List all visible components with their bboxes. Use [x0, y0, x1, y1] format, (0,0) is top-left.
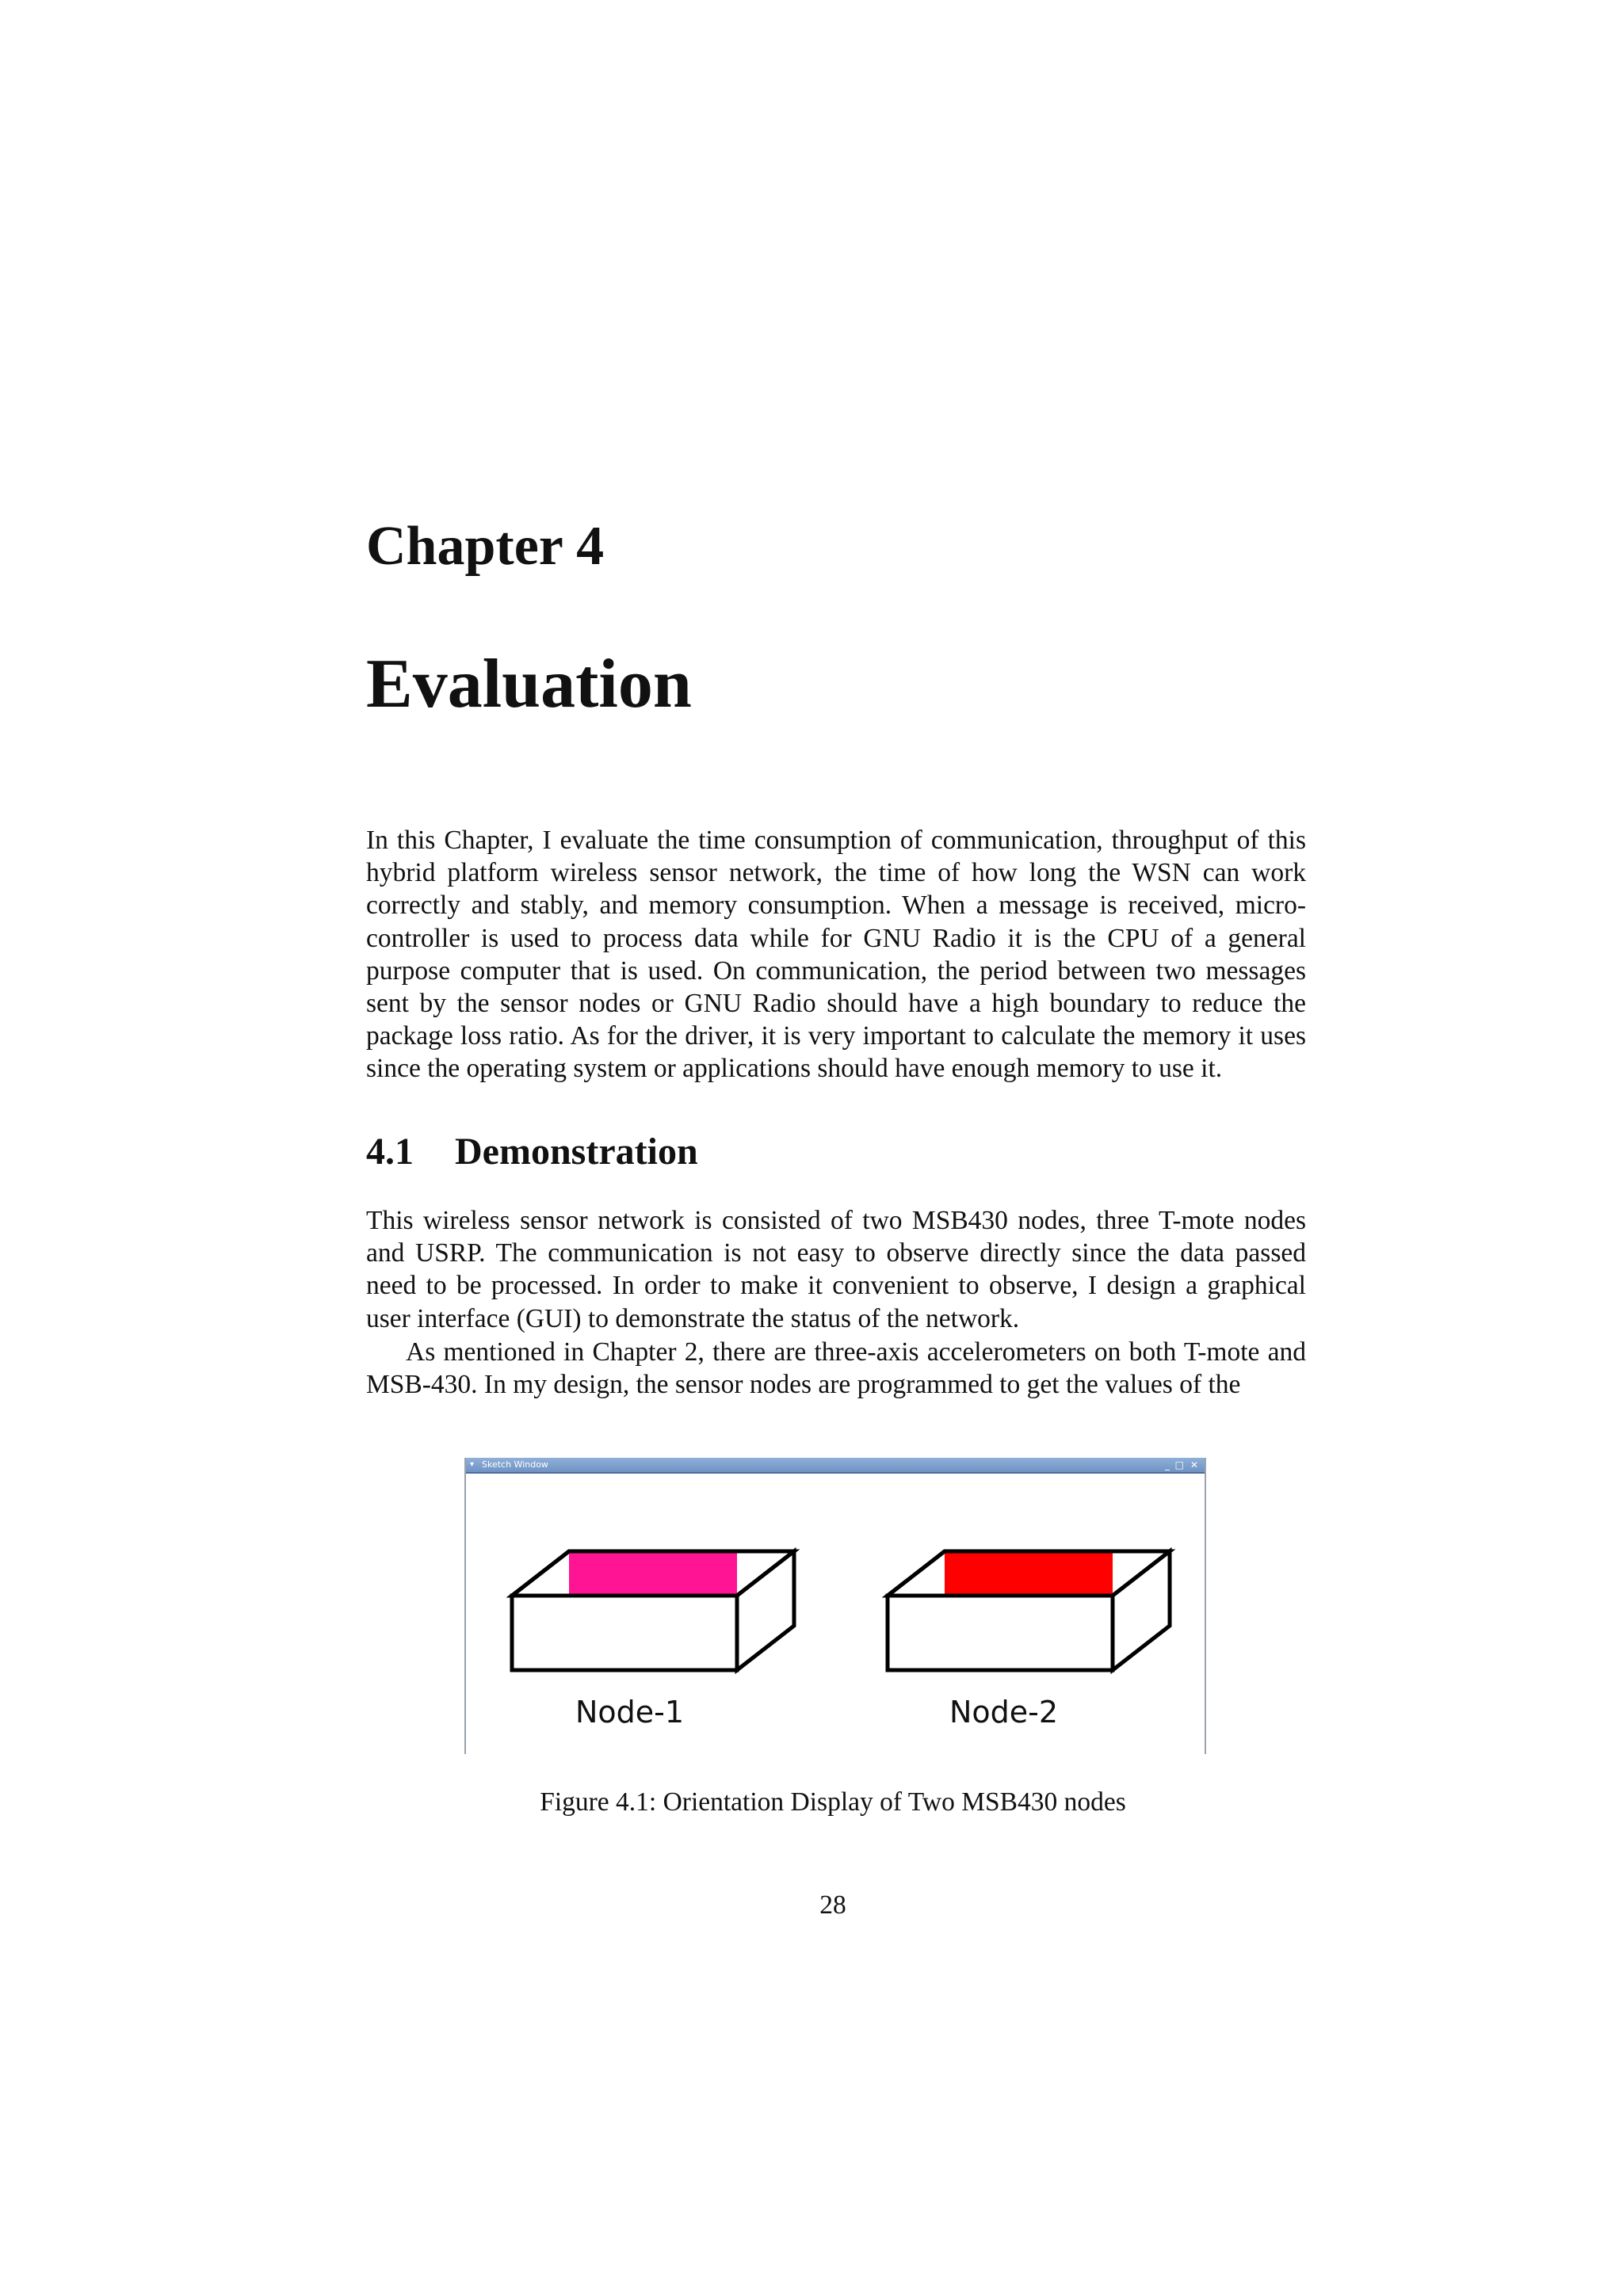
chapter-title: Evaluation	[366, 646, 692, 723]
section-paragraph-1: This wireless sensor network is consisted of two MSB430 nodes, three T-mote nodes and USRP. The communication is not easy to observe directly since the data passed need to be processed. In order to make it convenient to observe, I design a graphical user interface (GUI) to demonstrate the status of the network.	[366, 1206, 1306, 1333]
sketch-window-frame	[464, 1458, 1206, 1754]
node-1-box	[512, 1551, 794, 1670]
figure-sketch-window	[460, 1455, 1208, 1754]
maximize-button[interactable]: □	[1174, 1459, 1184, 1470]
node-2-box	[888, 1551, 1170, 1670]
node-1-colored-surface	[569, 1553, 737, 1595]
figure-caption: Figure 4.1: Orientation Display of Two MSB430 nodes	[540, 1787, 1126, 1817]
node-2-label: Node-2	[949, 1695, 1059, 1730]
triangle-down-icon[interactable]: ▾	[470, 1460, 475, 1469]
chapter-label: Chapter 4	[366, 516, 605, 577]
section-heading	[366, 1133, 698, 1171]
node-2-front-face	[888, 1596, 1113, 1670]
node-1-label: Node-1	[575, 1695, 685, 1730]
section-title: Demonstration	[455, 1131, 698, 1173]
minimize-button[interactable]: _	[1165, 1459, 1170, 1470]
window-title: Sketch Window	[482, 1459, 548, 1470]
close-button[interactable]: ✕	[1190, 1459, 1198, 1470]
intro-paragraph: In this Chapter, I evaluate the time consumption of communication, throughput of this hybrid platform wireless sensor network, the time of how long the WSN can work correctly and stably, and memory consumption. When a message is received, micro-controller is used to process data while for GNU Radio it is the CPU of a general purpose computer that is used. On communication, the period between two messages sent by the sensor nodes or GNU Radio should have a high boundary to reduce the package loss ratio. As for the driver, it is very important to calculate the memory it uses since the operating system or applications should have enough memory to use it.	[366, 826, 1306, 1084]
section-paragraph-2: As mentioned in Chapter 2, there are three-axis accelerometers on both T-mote and MSB-430. In my design, the sensor nodes are programmed to get the values of the	[366, 1337, 1306, 1400]
node-1-front-face	[512, 1596, 737, 1670]
page-number: 28	[819, 1890, 846, 1920]
node-2-colored-surface	[945, 1553, 1113, 1595]
section-number: 4.1	[366, 1131, 414, 1173]
